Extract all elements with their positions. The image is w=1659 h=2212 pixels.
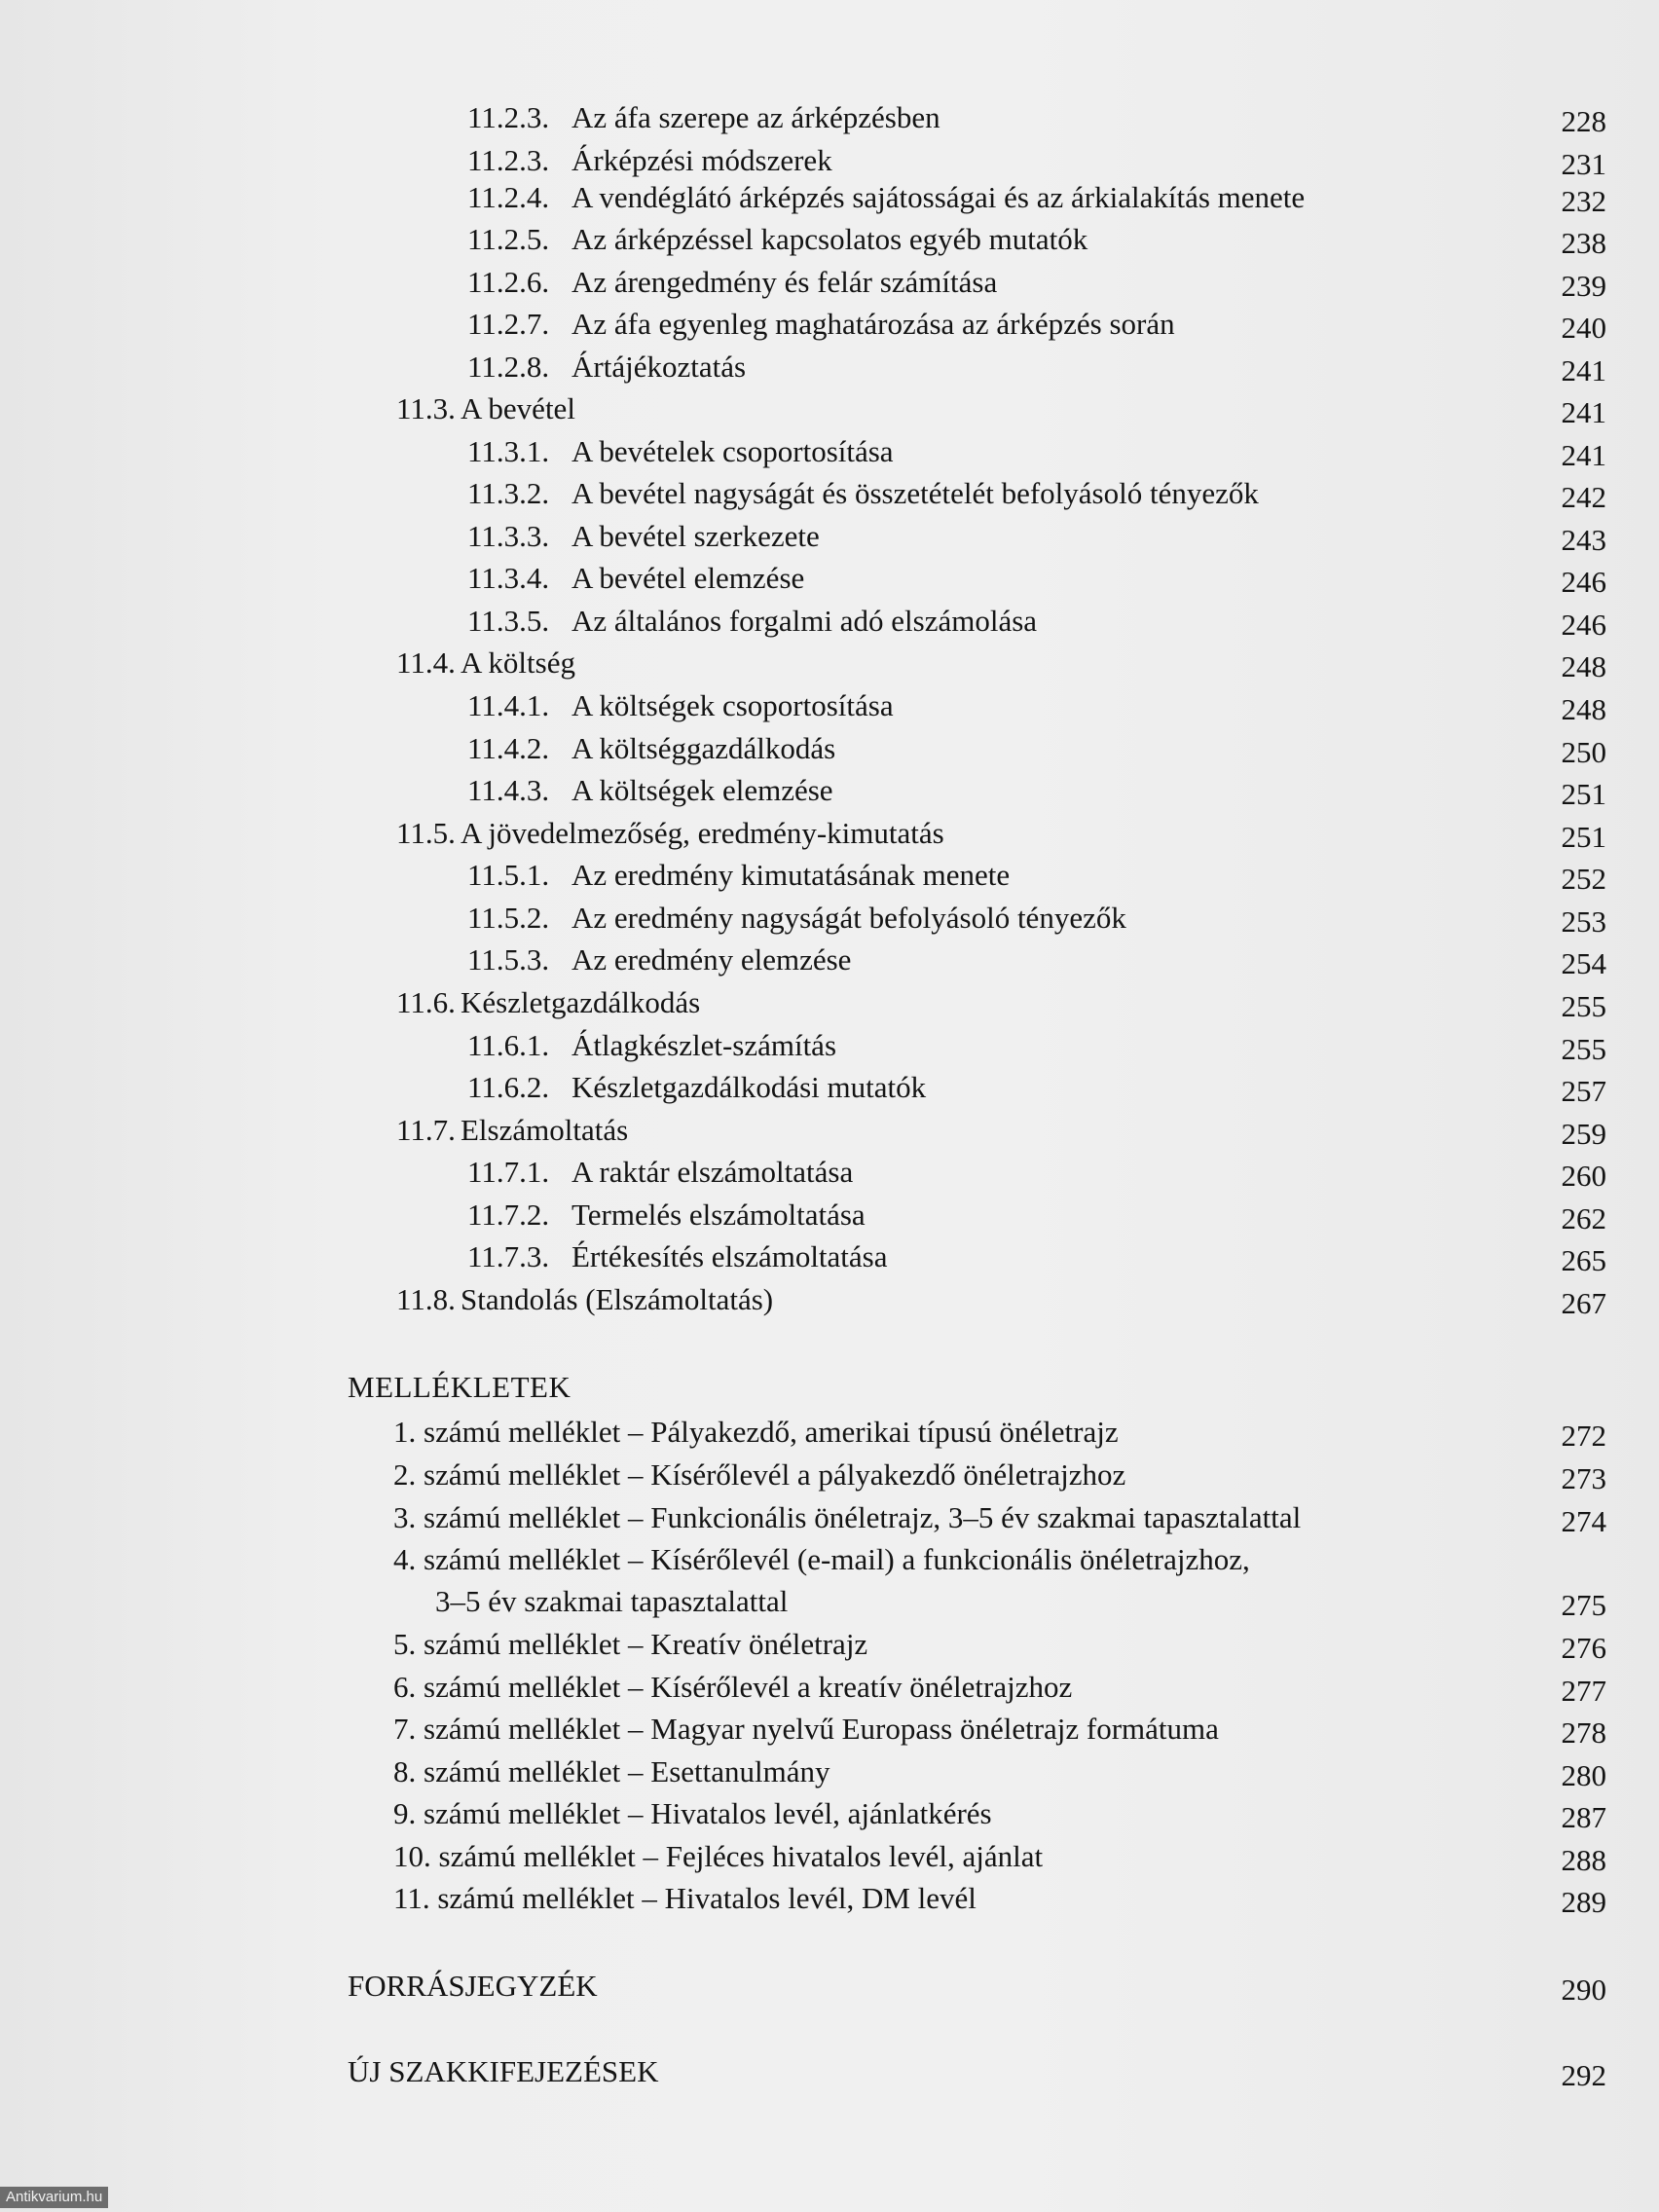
appendix-item-page: 287 [1561,1800,1606,1834]
toc-entry-page: 243 [1561,523,1606,557]
toc-entry-number: 11.4. [396,645,456,680]
appendix-item-page: 280 [1561,1758,1606,1792]
toc-entry-number: 11.3.3. [467,519,550,553]
toc-entry-page: 257 [1561,1074,1606,1108]
appendix-item-title: 3–5 év szakmai tapasztalattal [435,1584,789,1618]
toc-entry-page: 239 [1561,269,1606,303]
appendix-item-page: 275 [1561,1588,1606,1622]
toc-entry-title: Az eredmény kimutatásának menete [571,858,1011,892]
toc-entry-title: Az általános forgalmi adó elszámolása [571,604,1038,638]
toc-entry-title: A vendéglátó árképzés sajátosságai és az árkialakítás menete [571,180,1306,214]
toc-entry-page: 255 [1561,1032,1606,1066]
toc-entry-number: 11.7.2. [467,1198,550,1232]
toc-entry-title: Az eredmény nagyságát befolyásoló tényezők [571,901,1126,935]
appendix-item-page: 288 [1561,1843,1606,1877]
appendix-item-page: 289 [1561,1885,1606,1919]
toc-entry-page: 251 [1561,820,1606,854]
toc-entry-title: Ártájékoztatás [571,350,747,384]
appendix-item-page: 278 [1561,1715,1606,1750]
watermark: Antikvarium.hu [0,2187,108,2208]
appendix-item-title: 10. számú melléklet – Fejléces hivatalos levél, ajánlat [393,1839,1044,1873]
toc-entry-number: 11.7. [396,1113,456,1147]
toc-entry-page: 259 [1561,1117,1606,1151]
toc-entry-page: 246 [1561,608,1606,642]
appendix-item-page: 277 [1561,1674,1606,1708]
toc-entry-page: 255 [1561,989,1606,1023]
toc-entry-number: 11.4.2. [467,731,550,765]
toc-entry-page: 246 [1561,565,1606,599]
toc-entry-number: 11.2.3. [467,100,550,134]
appendix-heading: MELLÉKLETEK [348,1370,571,1404]
toc-entry-title: Árképzési módszerek [571,143,832,177]
toc-entry-title: A bevétel [461,391,575,425]
toc-entry-page: 248 [1561,692,1606,726]
toc-entry-number: 11.5.2. [467,901,550,935]
toc-entry-title: A költségek elemzése [571,773,833,807]
appendix-item-title: 7. számú melléklet – Magyar nyelvű Europass önéletrajz formátuma [393,1712,1219,1746]
toc-entry-number: 11.3.5. [467,604,550,638]
appendix-item-title: 3. számú melléklet – Funkcionális önéletrajz, 3–5 év szakmai tapasztalattal [393,1500,1302,1534]
toc-entry-number: 11.2.3. [467,143,550,177]
toc-entry-page: 262 [1561,1201,1606,1235]
sources-heading: FORRÁSJEGYZÉK [348,1969,598,2003]
appendix-item-page: 273 [1561,1461,1606,1495]
toc-entry-number: 11.2.8. [467,350,550,384]
toc-entry-page: 231 [1561,147,1606,181]
toc-entry-page: 241 [1561,438,1606,472]
toc-entry-page: 241 [1561,395,1606,429]
toc-entry-page: 242 [1561,480,1606,514]
toc-entry-number: 11.6. [396,985,456,1019]
appendix-item-title: 9. számú melléklet – Hivatalos levél, ajánlatkérés [393,1796,992,1830]
toc-entry-number: 11.2.5. [467,222,550,256]
toc-entry-page: 240 [1561,311,1606,345]
toc-entry-title: Értékesítés elszámoltatása [571,1239,888,1273]
toc-entry-title: Elszámoltatás [461,1113,629,1147]
toc-entry-number: 11.2.7. [467,307,550,341]
appendix-item-title: 2. számú melléklet – Kísérőlevél a pályakezdő önéletrajzhoz [393,1457,1126,1492]
appendix-item-page: 274 [1561,1504,1606,1538]
appendix-item-title: 1. számú melléklet – Pályakezdő, amerikai típusú önéletrajz [393,1415,1119,1449]
toc-entry-page: 253 [1561,904,1606,939]
toc-entry-title: Az áfa egyenleg maghatározása az árképzés során [571,307,1175,341]
glossary-page: 292 [1561,2058,1606,2092]
appendix-item-page: 276 [1561,1631,1606,1665]
toc-entry-title: Az eredmény elemzése [571,942,852,977]
toc-entry-page: 252 [1561,862,1606,896]
appendix-item-title: 5. számú melléklet – Kreatív önéletrajz [393,1627,868,1661]
toc-entry-number: 11.5.1. [467,858,550,892]
appendix-item-title: 8. számú melléklet – Esettanulmány [393,1754,830,1788]
toc-entry-page: 238 [1561,226,1606,260]
toc-entry-page: 228 [1561,104,1606,138]
toc-entry-page: 260 [1561,1159,1606,1193]
toc-entry-number: 11.5. [396,816,456,850]
toc-entry-number: 11.7.1. [467,1155,550,1189]
toc-entry-page: 265 [1561,1243,1606,1277]
toc-entry-number: 11.3.1. [467,434,550,468]
appendix-item-title: 4. számú melléklet – Kísérőlevél (e-mail) a funkcionális önéletrajzhoz, [393,1542,1250,1576]
toc-entry-page: 254 [1561,946,1606,980]
toc-entry-number: 11.4.3. [467,773,550,807]
toc-entry-number: 11.3.4. [467,561,550,595]
toc-entry-title: A bevétel nagyságát és összetételét befolyásoló tényezők [571,476,1259,510]
toc-entry-title: Termelés elszámoltatása [571,1198,866,1232]
toc-entry-number: 11.4.1. [467,688,550,722]
toc-entry-title: A költség [461,645,575,680]
toc-entry-title: A raktár elszámoltatása [571,1155,854,1189]
toc-entry-page: 251 [1561,777,1606,811]
toc-entry-page: 248 [1561,649,1606,683]
glossary-heading: ÚJ SZAKKIFEJEZÉSEK [348,2054,659,2088]
toc-entry-page: 267 [1561,1286,1606,1320]
toc-entry-title: Standolás (Elszámoltatás) [461,1282,774,1316]
toc-entry-title: A bevétel elemzése [571,561,805,595]
toc-entry-page: 250 [1561,735,1606,769]
toc-entry-page: 232 [1561,184,1606,218]
toc-entry-title: Átlagkészlet-számítás [571,1028,837,1062]
sources-page: 290 [1561,1972,1606,2007]
appendix-item-title: 11. számú melléklet – Hivatalos levél, DM levél [393,1881,977,1915]
toc-entry-title: A jövedelmezőség, eredmény-kimutatás [461,816,944,850]
toc-entry-number: 11.6.1. [467,1028,550,1062]
toc-entry-page: 241 [1561,353,1606,387]
toc-entry-number: 11.2.6. [467,265,550,299]
appendix-item-title: 6. számú melléklet – Kísérőlevél a kreatív önéletrajzhoz [393,1670,1073,1704]
toc-entry-title: Készletgazdálkodási mutatók [571,1070,927,1104]
toc-entry-title: Az árképzéssel kapcsolatos egyéb mutatók [571,222,1088,256]
toc-entry-number: 11.3. [396,391,456,425]
toc-entry-number: 11.8. [396,1282,456,1316]
appendix-item-page: 272 [1561,1419,1606,1453]
toc-entry-number: 11.2.4. [467,180,550,214]
toc-entry-number: 11.7.3. [467,1239,550,1273]
toc-entry-title: A költségek csoportosítása [571,688,894,722]
toc-entry-title: Készletgazdálkodás [461,985,701,1019]
toc-entry-title: Az árengedmény és felár számítása [571,265,998,299]
toc-entry-title: Az áfa szerepe az árképzésben [571,100,940,134]
toc-entry-title: A bevételek csoportosítása [571,434,894,468]
toc-entry-number: 11.5.3. [467,942,550,977]
toc-entry-number: 11.6.2. [467,1070,550,1104]
toc-entry-title: A bevétel szerkezete [571,519,820,553]
toc-entry-number: 11.3.2. [467,476,550,510]
toc-entry-title: A költséggazdálkodás [571,731,836,765]
